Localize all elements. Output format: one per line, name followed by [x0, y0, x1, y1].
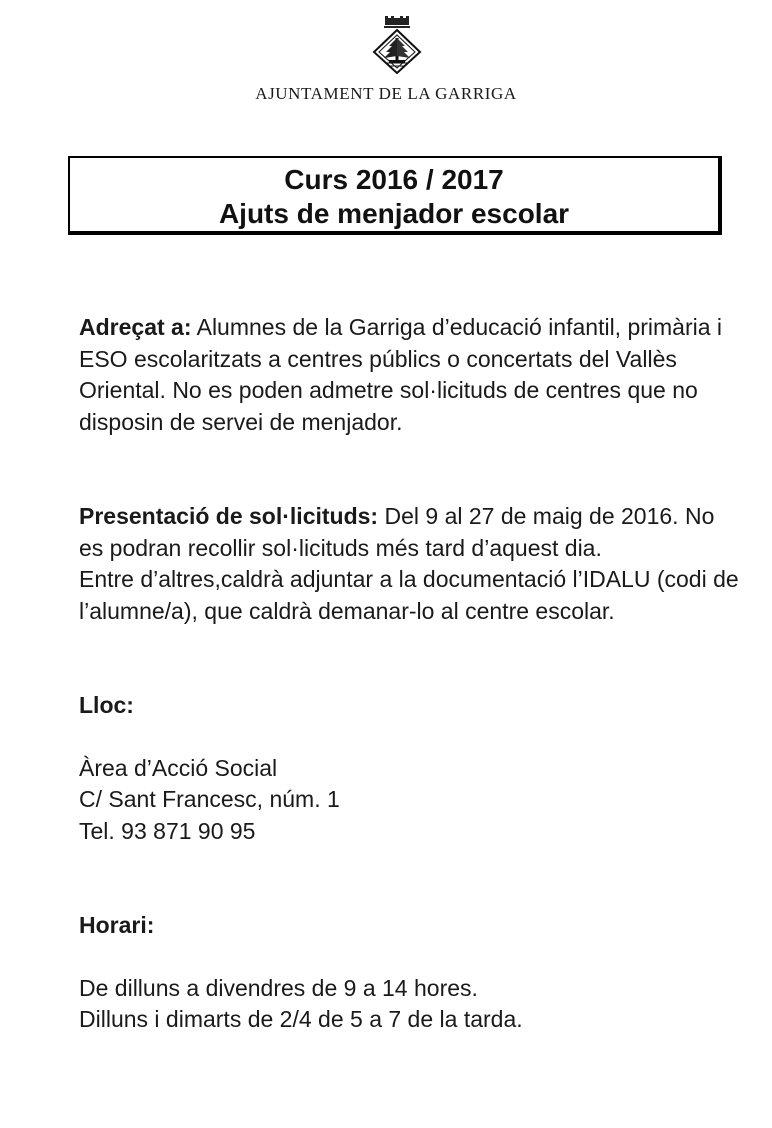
schedule-heading: Horari: [79, 912, 155, 938]
organization-name: AJUNTAMENT DE LA GARRIGA [255, 84, 517, 103]
place-line: C/ Sant Francesc, núm. 1 [79, 786, 340, 812]
submission-label: Presentació de sol·licituds: [79, 503, 379, 529]
document-body [79, 312, 739, 1036]
title-box [68, 156, 722, 235]
addressed-paragraph [79, 312, 739, 438]
document-title: Ajuts de menjador escolar [218, 198, 570, 229]
municipal-seal-logo [372, 16, 422, 74]
submission-text: Del 9 al 27 de maig de 2016. No es podran recollir sol·licituds més tard d’aquest dia. [79, 503, 715, 561]
addressed-label: Adreçat a: [79, 314, 192, 340]
schedule-line: De dilluns a divendres de 9 a 14 hores. [79, 974, 478, 1001]
place-phone: Tel. 93 871 90 95 [79, 817, 256, 844]
submission-paragraph [79, 501, 739, 564]
course-year-title: Curs 2016 / 2017 [284, 164, 504, 195]
schedule-line: Dilluns i dimarts de 2/4 de 5 a 7 de la tarda. [79, 1006, 523, 1032]
addressed-text: Alumnes de la Garriga d’educació infantil, primària i ESO escolaritzats a centres públics o concertats del Vallès Oriental. No es poden admetre sol·licituds de centres que no disposin de servei de menjador. [79, 314, 723, 435]
place-line: Àrea d’Acció Social [79, 754, 278, 781]
submission-note: Entre d’altres,caldrà adjuntar a la documentació l’IDALU (codi de l’alumne/a), que caldrà demanar-lo al centre escolar. [79, 566, 739, 624]
place-heading: Lloc: [79, 692, 134, 718]
